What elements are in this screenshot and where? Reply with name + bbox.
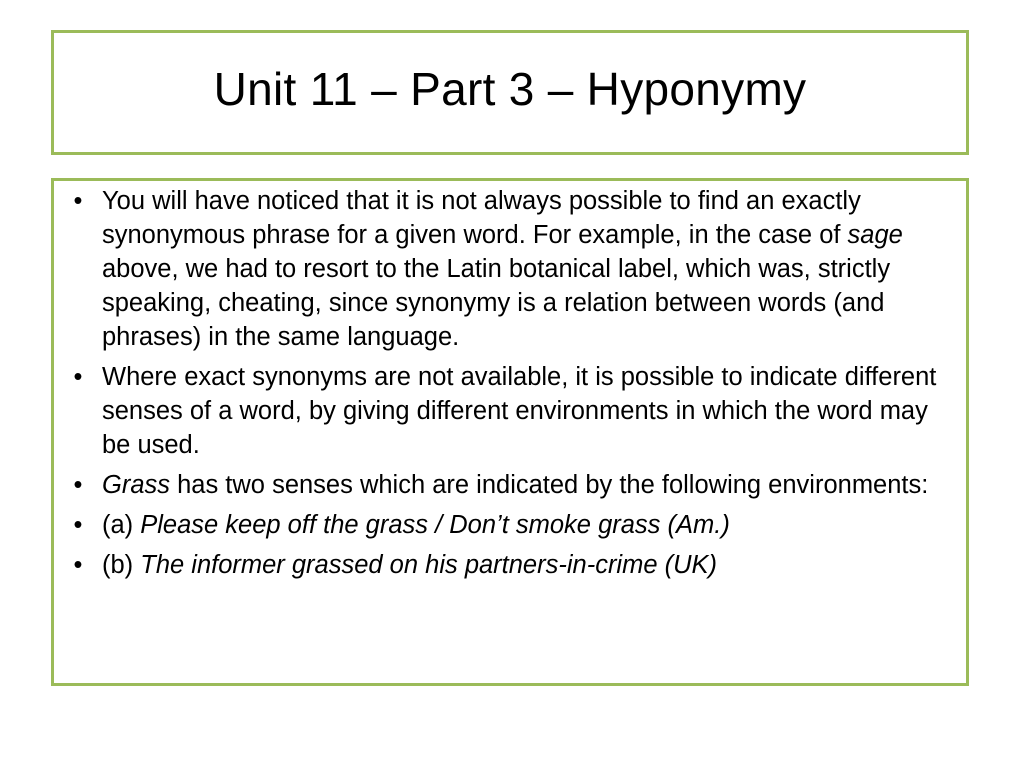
bullet-1-text-start: You will have noticed that it is not always possible to find an exactly synonymous phrase for a given word. For example, in the case of [102,187,861,249]
bullet-item-2 [68,360,946,462]
bullet-5-italic-example: The informer grassed on his partners-in-crime (UK) [140,551,718,579]
bullet-3-text: has two senses which are indicated by the following environments: [170,471,929,499]
bullet-marker: • [73,511,83,539]
title-placeholder [51,30,969,155]
bullet-item-5 [68,548,946,582]
bullet-4-italic-example: Please keep off the grass / Don’t smoke grass (Am.) [140,511,730,539]
bullet-list [68,184,946,582]
bullet-4-prefix: (a) [102,511,141,539]
bullet-1-italic-sage: sage [847,221,903,249]
bullet-marker: • [73,551,83,579]
bullet-2-text: Where exact synonyms are not available, it is possible to indicate different senses of a word, by giving different environments in which the word may be used. [102,363,937,459]
bullet-3-italic-grass: Grass [102,471,171,499]
bullet-marker: • [73,363,83,391]
bullet-marker: • [73,471,83,499]
bullet-item-3 [68,468,946,502]
bullet-5-prefix: (b) [102,551,141,579]
bullet-1-text-end: above, we had to resort to the Latin botanical label, which was, strictly speaking, cheating, since synonymy is a relation between words (and phrases) in the same language. [102,255,891,351]
slide-title: Unit 11 – Part 3 – Hyponymy [213,62,807,115]
bullet-item-4 [68,508,946,542]
bullet-item-1 [68,184,946,354]
bullet-marker: • [73,187,83,215]
content-placeholder [51,178,969,686]
